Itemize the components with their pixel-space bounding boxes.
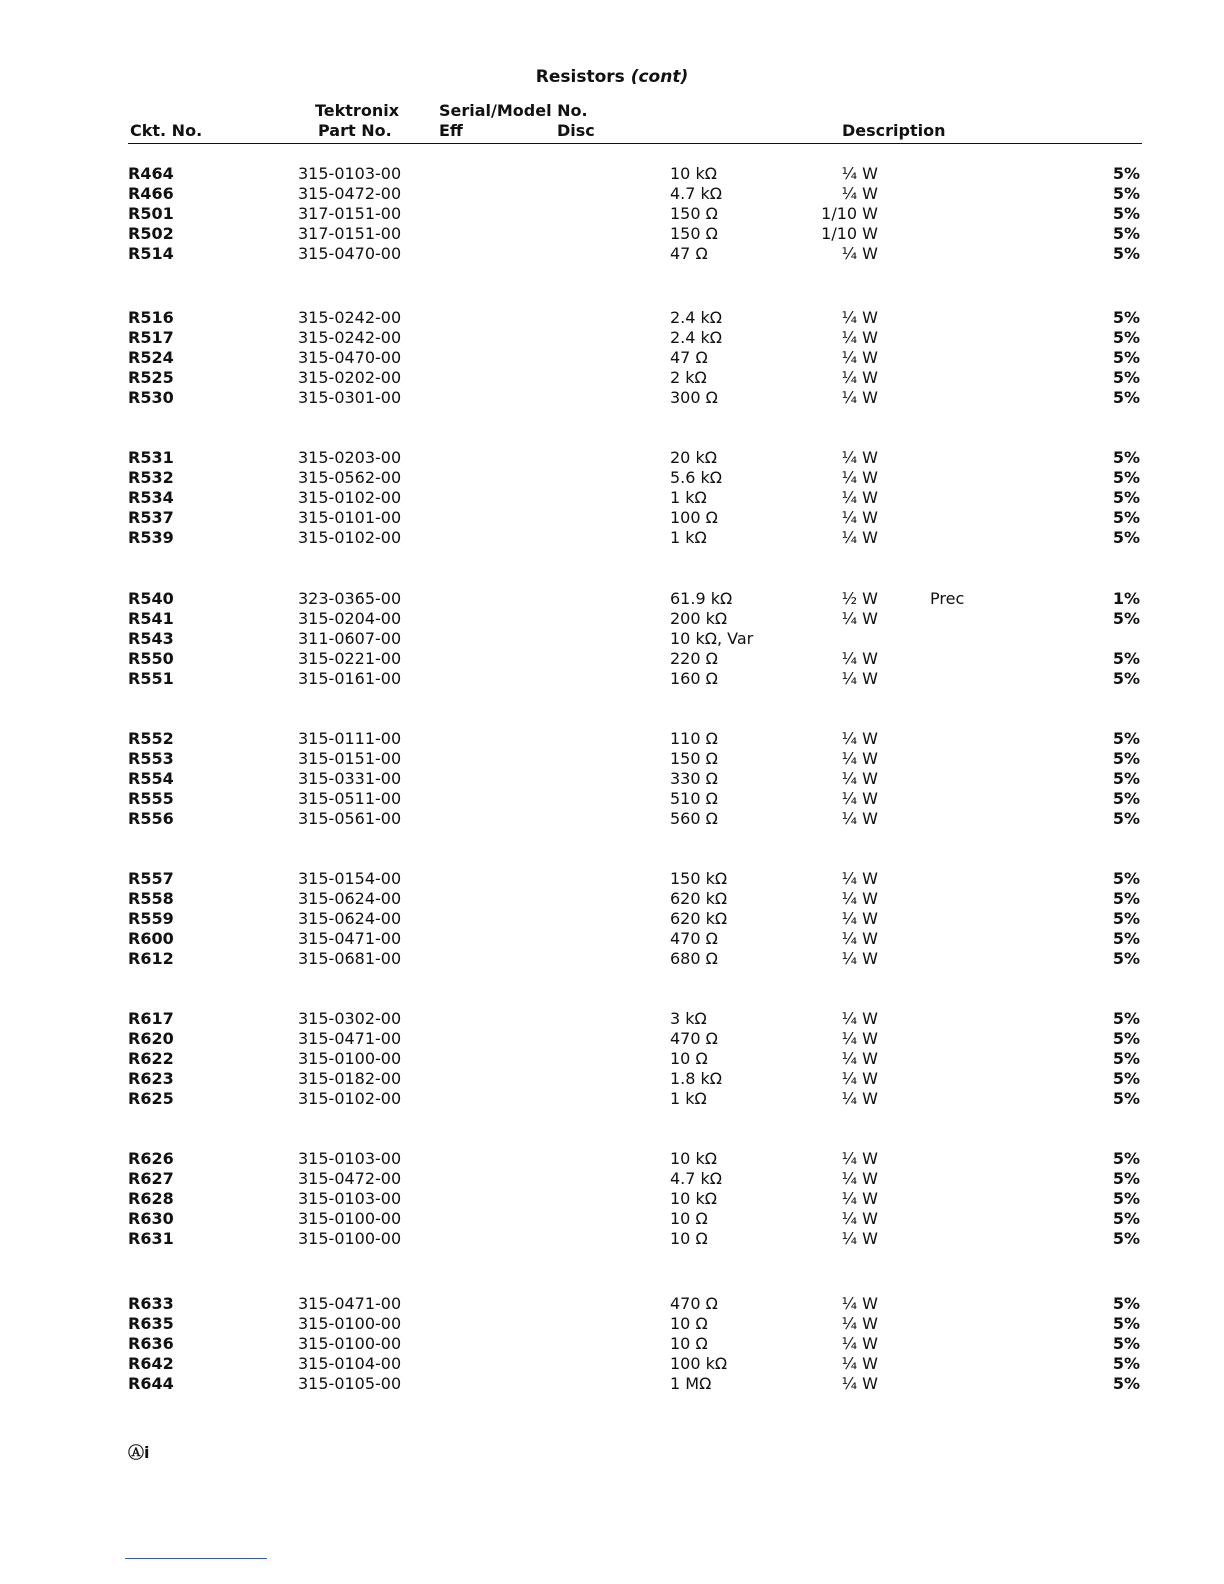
ckt-no: R551 bbox=[128, 669, 174, 688]
part-no: 315-0471-00 bbox=[298, 1294, 402, 1313]
table-row bbox=[0, 929, 1224, 949]
wattage: ¼ W bbox=[841, 488, 878, 507]
resistance-value: 110 Ω bbox=[670, 729, 718, 748]
header-description: Description bbox=[842, 121, 946, 140]
ckt-no: R636 bbox=[128, 1334, 174, 1353]
wattage: ¼ W bbox=[841, 1294, 878, 1313]
resistance-value: 2.4 kΩ bbox=[670, 308, 723, 327]
resistance-value: 1 kΩ bbox=[670, 488, 707, 507]
tolerance: 5% bbox=[1112, 1294, 1140, 1313]
table-row bbox=[0, 348, 1224, 368]
part-no: 315-0472-00 bbox=[298, 184, 402, 203]
wattage: ¼ W bbox=[841, 609, 878, 628]
resistance-value: 5.6 kΩ bbox=[670, 468, 723, 487]
part-no: 315-0470-00 bbox=[298, 244, 402, 263]
ckt-no: R524 bbox=[128, 348, 174, 367]
table-row bbox=[0, 1089, 1224, 1109]
ckt-no: R642 bbox=[128, 1354, 174, 1373]
table-row bbox=[0, 508, 1224, 528]
wattage: ¼ W bbox=[841, 184, 878, 203]
title-suffix: (cont) bbox=[630, 67, 689, 87]
resistance-value: 10 Ω bbox=[670, 1229, 708, 1248]
ckt-no: R554 bbox=[128, 769, 174, 788]
precision-note: Prec bbox=[930, 589, 965, 608]
ckt-no: R502 bbox=[128, 224, 174, 243]
part-no: 315-0221-00 bbox=[298, 649, 402, 668]
table-row bbox=[0, 909, 1224, 929]
ckt-no: R600 bbox=[128, 929, 174, 948]
table-row bbox=[0, 729, 1224, 749]
resistance-value: 4.7 kΩ bbox=[670, 184, 723, 203]
ckt-no: R628 bbox=[128, 1189, 174, 1208]
part-no: 315-0161-00 bbox=[298, 669, 402, 688]
table-row bbox=[0, 204, 1224, 224]
ckt-no: R557 bbox=[128, 869, 174, 888]
part-no: 315-0203-00 bbox=[298, 448, 402, 467]
wattage: ¼ W bbox=[841, 1314, 878, 1333]
table-row bbox=[0, 769, 1224, 789]
tolerance: 5% bbox=[1112, 1334, 1140, 1353]
tolerance: 5% bbox=[1112, 1189, 1140, 1208]
resistance-value: 2 kΩ bbox=[670, 368, 707, 387]
ckt-no: R501 bbox=[128, 204, 174, 223]
part-no: 315-0624-00 bbox=[298, 909, 402, 928]
wattage: ¼ W bbox=[841, 368, 878, 387]
tolerance: 5% bbox=[1112, 388, 1140, 407]
table-row bbox=[0, 468, 1224, 488]
table-row bbox=[0, 629, 1224, 649]
part-no: 315-0511-00 bbox=[298, 789, 402, 808]
tolerance: 5% bbox=[1112, 1049, 1140, 1068]
part-no: 315-0102-00 bbox=[298, 1089, 402, 1108]
part-no: 315-0100-00 bbox=[298, 1229, 402, 1248]
part-no: 315-0103-00 bbox=[298, 1149, 402, 1168]
resistance-value: 150 Ω bbox=[670, 224, 718, 243]
ckt-no: R466 bbox=[128, 184, 174, 203]
wattage: ¼ W bbox=[841, 1049, 878, 1068]
tolerance: 5% bbox=[1112, 1029, 1140, 1048]
part-no: 315-0472-00 bbox=[298, 1169, 402, 1188]
tolerance: 5% bbox=[1112, 889, 1140, 908]
part-no: 315-0202-00 bbox=[298, 368, 402, 387]
part-no: 315-0301-00 bbox=[298, 388, 402, 407]
resistance-value: 4.7 kΩ bbox=[670, 1169, 723, 1188]
wattage: ¼ W bbox=[841, 749, 878, 768]
tolerance: 5% bbox=[1112, 184, 1140, 203]
part-no: 315-0100-00 bbox=[298, 1049, 402, 1068]
ckt-no: R543 bbox=[128, 629, 174, 648]
table-row bbox=[0, 789, 1224, 809]
ckt-no: R622 bbox=[128, 1049, 174, 1068]
wattage: ¼ W bbox=[841, 649, 878, 668]
resistance-value: 620 kΩ bbox=[670, 909, 728, 928]
part-no: 315-0154-00 bbox=[298, 869, 402, 888]
table-row bbox=[0, 609, 1224, 629]
tolerance: 5% bbox=[1112, 749, 1140, 768]
wattage: ¼ W bbox=[841, 729, 878, 748]
part-no: 315-0624-00 bbox=[298, 889, 402, 908]
ckt-no: R539 bbox=[128, 528, 174, 547]
tolerance: 5% bbox=[1112, 1374, 1140, 1393]
header-disc: Disc bbox=[557, 121, 595, 140]
ckt-no: R617 bbox=[128, 1009, 174, 1028]
tolerance: 5% bbox=[1112, 1354, 1140, 1373]
ckt-no: R552 bbox=[128, 729, 174, 748]
table-row bbox=[0, 1374, 1224, 1394]
table-row bbox=[0, 1209, 1224, 1229]
part-no: 315-0471-00 bbox=[298, 1029, 402, 1048]
tolerance: 5% bbox=[1112, 1314, 1140, 1333]
resistance-value: 150 kΩ bbox=[670, 869, 728, 888]
resistance-value: 150 Ω bbox=[670, 204, 718, 223]
table-row bbox=[0, 1334, 1224, 1354]
ckt-no: R558 bbox=[128, 889, 174, 908]
table-row bbox=[0, 1069, 1224, 1089]
header-rule bbox=[128, 143, 1142, 144]
part-no: 315-0561-00 bbox=[298, 809, 402, 828]
part-no: 315-0182-00 bbox=[298, 1069, 402, 1088]
part-no: 315-0104-00 bbox=[298, 1354, 402, 1373]
tolerance: 5% bbox=[1112, 609, 1140, 628]
resistance-value: 300 Ω bbox=[670, 388, 718, 407]
resistance-value: 330 Ω bbox=[670, 769, 718, 788]
ckt-no: R537 bbox=[128, 508, 174, 527]
header-eff: Eff bbox=[439, 121, 463, 140]
tolerance: 5% bbox=[1112, 1069, 1140, 1088]
part-no: 315-0242-00 bbox=[298, 328, 402, 347]
wattage: ¼ W bbox=[841, 308, 878, 327]
wattage: 1/10 W bbox=[821, 204, 878, 223]
wattage: ¼ W bbox=[841, 1334, 878, 1353]
wattage: ¼ W bbox=[841, 869, 878, 888]
resistance-value: 1 kΩ bbox=[670, 528, 707, 547]
wattage: ½ W bbox=[841, 589, 878, 608]
part-no: 315-0103-00 bbox=[298, 164, 402, 183]
table-row bbox=[0, 244, 1224, 264]
ckt-no: R644 bbox=[128, 1374, 174, 1393]
part-no: 315-0100-00 bbox=[298, 1209, 402, 1228]
wattage: ¼ W bbox=[841, 388, 878, 407]
wattage: ¼ W bbox=[841, 809, 878, 828]
part-no: 315-0103-00 bbox=[298, 1189, 402, 1208]
ckt-no: R540 bbox=[128, 589, 174, 608]
tolerance: 5% bbox=[1112, 1209, 1140, 1228]
table-row bbox=[0, 1354, 1224, 1374]
table-row bbox=[0, 809, 1224, 829]
part-no: 315-0471-00 bbox=[298, 929, 402, 948]
ckt-no: R631 bbox=[128, 1229, 174, 1248]
part-no: 315-0242-00 bbox=[298, 308, 402, 327]
header-tektronix: Tektronix bbox=[315, 101, 400, 120]
part-no: 323-0365-00 bbox=[298, 589, 402, 608]
table-row bbox=[0, 1149, 1224, 1169]
tolerance: 5% bbox=[1112, 869, 1140, 888]
wattage: ¼ W bbox=[841, 1169, 878, 1188]
ckt-no: R627 bbox=[128, 1169, 174, 1188]
tolerance: 5% bbox=[1112, 204, 1140, 223]
tolerance: 5% bbox=[1112, 1089, 1140, 1108]
tolerance: 5% bbox=[1112, 909, 1140, 928]
part-no: 317-0151-00 bbox=[298, 204, 402, 223]
tolerance: 5% bbox=[1112, 649, 1140, 668]
ckt-no: R531 bbox=[128, 448, 174, 467]
resistance-value: 510 Ω bbox=[670, 789, 718, 808]
part-no: 315-0100-00 bbox=[298, 1314, 402, 1333]
wattage: 1/10 W bbox=[821, 224, 878, 243]
resistance-value: 560 Ω bbox=[670, 809, 718, 828]
wattage: ¼ W bbox=[841, 769, 878, 788]
part-no: 315-0204-00 bbox=[298, 609, 402, 628]
wattage: ¼ W bbox=[841, 949, 878, 968]
tolerance: 5% bbox=[1112, 809, 1140, 828]
tolerance: 5% bbox=[1112, 949, 1140, 968]
ckt-no: R625 bbox=[128, 1089, 174, 1108]
table-row bbox=[0, 164, 1224, 184]
resistance-value: 1 kΩ bbox=[670, 1089, 707, 1108]
table-row bbox=[0, 749, 1224, 769]
part-no: 315-0470-00 bbox=[298, 348, 402, 367]
tolerance: 5% bbox=[1112, 1229, 1140, 1248]
table-row bbox=[0, 589, 1224, 609]
part-no: 315-0302-00 bbox=[298, 1009, 402, 1028]
table-row bbox=[0, 388, 1224, 408]
table-row bbox=[0, 949, 1224, 969]
table-row bbox=[0, 1229, 1224, 1249]
resistance-value: 10 Ω bbox=[670, 1334, 708, 1353]
tolerance: 5% bbox=[1112, 328, 1140, 347]
ckt-no: R514 bbox=[128, 244, 174, 263]
wattage: ¼ W bbox=[841, 1149, 878, 1168]
table-row bbox=[0, 224, 1224, 244]
table-row bbox=[0, 368, 1224, 388]
wattage: ¼ W bbox=[841, 1209, 878, 1228]
tolerance: 5% bbox=[1112, 1169, 1140, 1188]
ckt-no: R623 bbox=[128, 1069, 174, 1088]
table-row bbox=[0, 1314, 1224, 1334]
part-no: 315-0562-00 bbox=[298, 468, 402, 487]
resistance-value: 470 Ω bbox=[670, 929, 718, 948]
resistance-value: 10 Ω bbox=[670, 1049, 708, 1068]
table-row bbox=[0, 448, 1224, 468]
wattage: ¼ W bbox=[841, 508, 878, 527]
resistance-value: 10 kΩ, Var bbox=[670, 629, 754, 648]
ckt-no: R555 bbox=[128, 789, 174, 808]
table-row bbox=[0, 308, 1224, 328]
part-no: 311-0607-00 bbox=[298, 629, 402, 648]
ckt-no: R517 bbox=[128, 328, 174, 347]
part-no: 315-0111-00 bbox=[298, 729, 402, 748]
resistance-value: 100 kΩ bbox=[670, 1354, 728, 1373]
part-no: 315-0681-00 bbox=[298, 949, 402, 968]
wattage: ¼ W bbox=[841, 1229, 878, 1248]
tolerance: 5% bbox=[1112, 448, 1140, 467]
resistance-value: 100 Ω bbox=[670, 508, 718, 527]
wattage: ¼ W bbox=[841, 448, 878, 467]
wattage: ¼ W bbox=[841, 1069, 878, 1088]
wattage: ¼ W bbox=[841, 789, 878, 808]
tolerance: 5% bbox=[1112, 789, 1140, 808]
table-row bbox=[0, 488, 1224, 508]
resistance-value: 61.9 kΩ bbox=[670, 589, 733, 608]
tolerance: 5% bbox=[1112, 488, 1140, 507]
resistance-value: 10 Ω bbox=[670, 1314, 708, 1333]
footer-line bbox=[125, 1558, 267, 1559]
wattage: ¼ W bbox=[841, 528, 878, 547]
resistance-value: 10 Ω bbox=[670, 1209, 708, 1228]
ckt-no: R532 bbox=[128, 468, 174, 487]
table-row bbox=[0, 1009, 1224, 1029]
ckt-no: R530 bbox=[128, 388, 174, 407]
wattage: ¼ W bbox=[841, 1009, 878, 1028]
table-row bbox=[0, 528, 1224, 548]
ckt-no: R559 bbox=[128, 909, 174, 928]
part-no: 315-0101-00 bbox=[298, 508, 402, 527]
resistance-value: 20 kΩ bbox=[670, 448, 717, 467]
resistance-value: 620 kΩ bbox=[670, 889, 728, 908]
tolerance: 5% bbox=[1112, 244, 1140, 263]
ckt-no: R516 bbox=[128, 308, 174, 327]
resistance-value: 47 Ω bbox=[670, 244, 708, 263]
tolerance: 5% bbox=[1112, 669, 1140, 688]
tolerance: 5% bbox=[1112, 929, 1140, 948]
tolerance: 1% bbox=[1112, 589, 1140, 608]
part-no: 315-0100-00 bbox=[298, 1334, 402, 1353]
tolerance: 5% bbox=[1112, 1149, 1140, 1168]
wattage: ¼ W bbox=[841, 164, 878, 183]
tolerance: 5% bbox=[1112, 769, 1140, 788]
resistance-value: 220 Ω bbox=[670, 649, 718, 668]
resistance-value: 1 MΩ bbox=[670, 1374, 712, 1393]
wattage: ¼ W bbox=[841, 1089, 878, 1108]
ckt-no: R635 bbox=[128, 1314, 174, 1333]
resistance-value: 10 kΩ bbox=[670, 1149, 717, 1168]
resistance-value: 200 kΩ bbox=[670, 609, 728, 628]
tolerance: 5% bbox=[1112, 1009, 1140, 1028]
tolerance: 5% bbox=[1112, 468, 1140, 487]
ckt-no: R550 bbox=[128, 649, 174, 668]
title-main: Resistors bbox=[535, 67, 625, 87]
wattage: ¼ W bbox=[841, 1029, 878, 1048]
table-row bbox=[0, 328, 1224, 348]
ckt-no: R525 bbox=[128, 368, 174, 387]
header-ckt-no: Ckt. No. bbox=[130, 121, 203, 140]
resistance-value: 10 kΩ bbox=[670, 164, 717, 183]
ckt-no: R626 bbox=[128, 1149, 174, 1168]
part-no: 315-0331-00 bbox=[298, 769, 402, 788]
resistance-value: 1.8 kΩ bbox=[670, 1069, 723, 1088]
resistance-value: 470 Ω bbox=[670, 1029, 718, 1048]
page-title bbox=[0, 67, 1224, 87]
header-part-no: Part No. bbox=[318, 121, 392, 140]
footer-revision-mark: Ⓐi bbox=[128, 1443, 150, 1462]
ckt-no: R541 bbox=[128, 609, 174, 628]
table-row bbox=[0, 184, 1224, 204]
resistance-value: 160 Ω bbox=[670, 669, 718, 688]
part-no: 315-0151-00 bbox=[298, 749, 402, 768]
part-no: 315-0102-00 bbox=[298, 528, 402, 547]
wattage: ¼ W bbox=[841, 889, 878, 908]
wattage: ¼ W bbox=[841, 1354, 878, 1373]
part-no: 315-0105-00 bbox=[298, 1374, 402, 1393]
wattage: ¼ W bbox=[841, 468, 878, 487]
table-row bbox=[0, 1049, 1224, 1069]
table-row bbox=[0, 1169, 1224, 1189]
ckt-no: R553 bbox=[128, 749, 174, 768]
part-no: 315-0102-00 bbox=[298, 488, 402, 507]
ckt-no: R630 bbox=[128, 1209, 174, 1228]
resistance-value: 470 Ω bbox=[670, 1294, 718, 1313]
ckt-no: R556 bbox=[128, 809, 174, 828]
tolerance: 5% bbox=[1112, 224, 1140, 243]
wattage: ¼ W bbox=[841, 328, 878, 347]
resistance-value: 10 kΩ bbox=[670, 1189, 717, 1208]
resistance-value: 150 Ω bbox=[670, 749, 718, 768]
wattage: ¼ W bbox=[841, 348, 878, 367]
table-row bbox=[0, 869, 1224, 889]
wattage: ¼ W bbox=[841, 244, 878, 263]
wattage: ¼ W bbox=[841, 1374, 878, 1393]
resistance-value: 680 Ω bbox=[670, 949, 718, 968]
tolerance: 5% bbox=[1112, 308, 1140, 327]
part-no: 317-0151-00 bbox=[298, 224, 402, 243]
ckt-no: R633 bbox=[128, 1294, 174, 1313]
table-row bbox=[0, 889, 1224, 909]
tolerance: 5% bbox=[1112, 729, 1140, 748]
wattage: ¼ W bbox=[841, 669, 878, 688]
wattage: ¼ W bbox=[841, 929, 878, 948]
wattage: ¼ W bbox=[841, 1189, 878, 1208]
resistance-value: 3 kΩ bbox=[670, 1009, 707, 1028]
table-row bbox=[0, 1294, 1224, 1314]
tolerance: 5% bbox=[1112, 508, 1140, 527]
header-serial-model: Serial/Model No. bbox=[439, 101, 588, 120]
resistance-value: 2.4 kΩ bbox=[670, 328, 723, 347]
table-row bbox=[0, 1029, 1224, 1049]
ckt-no: R612 bbox=[128, 949, 174, 968]
tolerance: 5% bbox=[1112, 528, 1140, 547]
ckt-no: R620 bbox=[128, 1029, 174, 1048]
tolerance: 5% bbox=[1112, 348, 1140, 367]
tolerance: 5% bbox=[1112, 368, 1140, 387]
table-row bbox=[0, 1189, 1224, 1209]
wattage: ¼ W bbox=[841, 909, 878, 928]
table-row bbox=[0, 669, 1224, 689]
resistance-value: 47 Ω bbox=[670, 348, 708, 367]
tolerance: 5% bbox=[1112, 164, 1140, 183]
ckt-no: R464 bbox=[128, 164, 174, 183]
ckt-no: R534 bbox=[128, 488, 174, 507]
table-row bbox=[0, 649, 1224, 669]
